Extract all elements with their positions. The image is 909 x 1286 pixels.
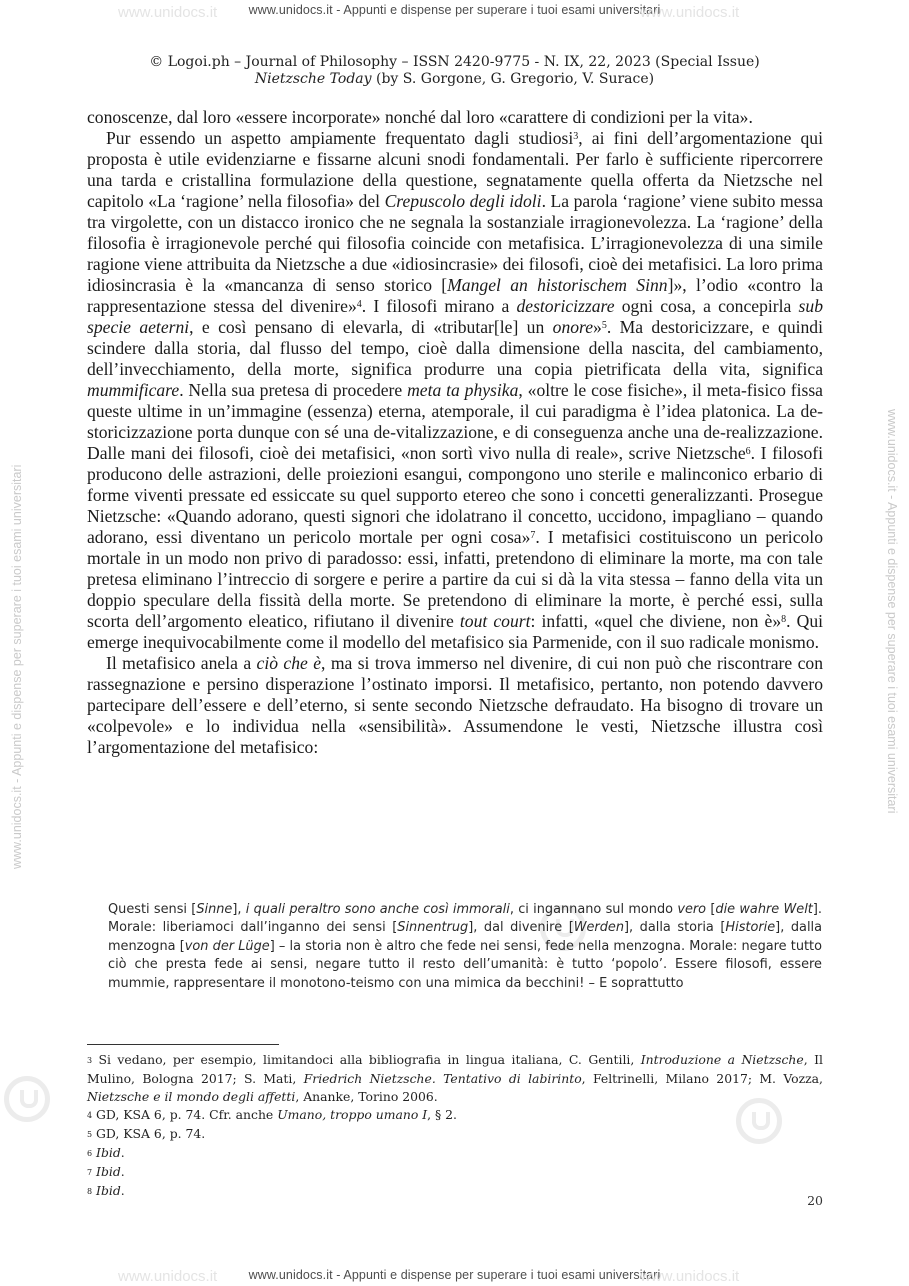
text-span: ], dal divenire [: [468, 920, 574, 936]
text-span: ]», l’odio «contro la rappresentazione stessa del divenire»: [87, 275, 824, 316]
footnote-number: 6: [87, 1149, 93, 1158]
emphasis: mummificare: [87, 380, 180, 400]
emphasis: ciò che è: [256, 653, 322, 673]
footnote-4: [87, 1106, 823, 1125]
watermark-banner-top: www.unidocs.it - Appunti e dispense per superare i tuoi esami universitari: [248, 3, 661, 17]
footnote-8: [87, 1182, 823, 1201]
text-span: [: [706, 902, 716, 917]
footnote-7: [87, 1163, 823, 1182]
emphasis: Ibid: [96, 1183, 121, 1198]
emphasis: vero: [677, 902, 707, 917]
emphasis: Friedrich Nietzsche. Tentativo di labirinto: [303, 1071, 582, 1086]
text-span: , ai fini dell’argomentazione qui proposta è utile evidenziarne e fissarne alcuni snodi fondamentali. Per farlo è sufficiente ripercorrere una tarda e cristallina formulazione della questione, segnatamente quella offerta da Nietzsche nel capitolo «La ‘ragione’ nella filosofia» del: [87, 128, 823, 211]
footnote-3: [87, 1051, 823, 1106]
paragraph-1: conoscenze, dal loro «essere incorporate» nonché dal loro «carattere di condizioni per la vita».: [87, 107, 753, 127]
text-span: ] – la storia non è altro che fede nei sensi, fede nella menzogna. Morale: negare tutto ciò che presta fede ai sensi, negare tutto il resto dell’umanità: è tutto ‘popolo’. Essere filosofi, essere mummie, rappresentare il monotono-teismo con una mimica da becchini! – E soprattutto: [108, 938, 822, 991]
text-span: GD, KSA 6, p. 74.: [92, 1126, 206, 1141]
emphasis: von der Lüge: [184, 938, 270, 954]
emphasis: Mangel an historischem Sinn: [447, 275, 668, 295]
issue-title: Nietzsche Today: [254, 71, 372, 87]
watermark-faint-top-right: www.unidocs.it: [640, 4, 740, 21]
footnote-ref: 8: [781, 614, 787, 625]
footnote-ref: 4: [356, 299, 362, 310]
footnote-6: [87, 1144, 823, 1163]
text-span: GD, KSA 6, p. 74. Cfr. anche: [92, 1107, 278, 1122]
text-span: . I filosofi producono delle astrazioni, delle proiezioni esangui, compongono uno sterile e malinconico erbario di forme viventi pressate ed essiccate su quel supporto etereo che sono i concetti generalizzanti. Prosegue Nietzsche: «Quando adorano, questi signori che idolatrano il concetto, uccidono, impagliano – quando adorano, essi diventano un pericolo mortale per ogni cosa»: [87, 443, 823, 547]
watermark-faint-bottom-right: www.unidocs.it: [640, 1268, 740, 1285]
text-span: Il metafisico anela a: [106, 653, 257, 673]
text-span: .: [120, 1183, 125, 1198]
emphasis: onore: [552, 317, 594, 337]
footnote-number: 5: [87, 1130, 93, 1139]
text-span: Questi sensi [: [108, 902, 197, 917]
block-quote: [108, 901, 822, 993]
main-text: [87, 107, 823, 758]
emphasis: Werden: [573, 920, 624, 936]
footnote-ref: 7: [530, 530, 536, 541]
text-span: , Il Mulino, Bologna 2017; S. Mati,: [87, 1052, 823, 1086]
watermark-faint-top-left: www.unidocs.it: [118, 4, 218, 21]
emphasis: Historie: [725, 920, 776, 936]
text-span: . Qui emerge inequivocabilmente come il modello del metafisico sia Parmenide, con il suo radicale monismo.: [87, 611, 824, 652]
emphasis: Ibid: [96, 1145, 121, 1160]
emphasis: Sinne: [196, 902, 233, 917]
emphasis: destoricizzare: [516, 296, 615, 316]
emphasis: die wahre Welt: [715, 902, 813, 917]
text-span: .: [120, 1145, 125, 1160]
footnote-number: 7: [87, 1168, 93, 1177]
footnote-5: [87, 1125, 823, 1144]
text-span: , e così pensano di elevarla, di «tributar[le] un: [189, 317, 553, 337]
text-span: ], dalla storia [: [624, 920, 726, 936]
footnotes: [87, 1051, 823, 1201]
text-span: . Nella sua pretesa di procedere: [179, 380, 408, 400]
text-span: . Ma destoricizzare, e quindi scindere dalla storia, dal flusso del tempo, cioè dalla dimensione della nascita, del cambiamento, dell’invecchiamento, della morte, significa produrre una copia pietrificata della vita, significa: [87, 317, 823, 379]
emphasis: Umano, troppo umano I: [277, 1107, 428, 1122]
footnote-ref: 3: [573, 131, 579, 142]
text-span: Pur essendo un aspetto ampiamente frequentato dagli studiosi: [106, 128, 574, 148]
text-span: , ma si trova immerso nel divenire, di cui non può che riscontrare con rassegnazione e persino disperazione l’ostinato imporsi. Il metafisico, pertanto, non potendo davvero partecipare dell’essere e dell’eterno, si sente secondo Nietzsche defraudato. Ha bisogno di trovare un «colpevole» e lo individua nella «sensibilità». Assumendone le vesti, Nietzsche illustra così l’argomentazione del metafisico:: [87, 653, 824, 757]
emphasis: Introduzione a Nietzsche: [640, 1052, 804, 1067]
text-span: , «oltre le cose fisiche», il meta-fisico fissa queste ultime in un’immagine (essenza) eterna, atemporale, il cui paradigma è l’idea platonica. La de-storicizzazione porta dunque con sé una de-vitalizzazione, e di conseguenza anche una de-realizzazione. Dalle mani dei filosofi, cioè dei metafisici, «non sortì vivo nulla di reale», scrive Nietzsche: [87, 380, 823, 463]
emphasis: tout court: [459, 611, 531, 631]
watermark-faint-bottom-left: www.unidocs.it: [118, 1268, 218, 1285]
journal-header: [0, 54, 909, 88]
paragraph-2: [87, 128, 823, 653]
watermark-logo-icon: [4, 1076, 50, 1122]
watermark-side-left: www.unidocs.it - Appunti e dispense per superare i tuoi esami universitari: [10, 464, 24, 869]
footnote-number: 8: [87, 1187, 93, 1196]
text-span: .: [120, 1164, 125, 1179]
footnote-ref: 6: [745, 446, 751, 457]
text-span: , Feltrinelli, Milano 2017; M. Vozza,: [581, 1071, 823, 1086]
text-span: ogni cosa, a concepirla: [614, 296, 799, 316]
watermark-side-right: www.unidocs.it - Appunti e dispense per superare i tuoi esami universitari: [885, 409, 899, 814]
footnote-ref: 5: [601, 320, 607, 331]
watermark-banner-bottom: www.unidocs.it - Appunti e dispense per superare i tuoi esami universitari: [248, 1268, 661, 1282]
emphasis: Sinnentrug: [397, 920, 469, 936]
text-span: , Ananke, Torino 2006.: [295, 1089, 438, 1104]
issue-editors: (by S. Gorgone, G. Gregorio, V. Surace): [371, 71, 655, 87]
emphasis: i quali peraltro sono anche così immorali: [245, 902, 510, 917]
footnote-number: 3: [87, 1056, 93, 1065]
journal-citation: © Logoi.ph – Journal of Philosophy – ISSN 2420-9775 - N. IX, 22, 2023 (Special Issue): [149, 54, 760, 70]
text-span: ]. Morale: liberiamoci dall’inganno dei sensi [: [108, 902, 822, 936]
text-span: Si vedano, per esempio, limitandoci alla bibliografia in lingua italiana, C. Gentili,: [92, 1052, 641, 1067]
emphasis: Nietzsche e il mondo degli affetti: [87, 1089, 296, 1104]
page-number: 20: [807, 1193, 823, 1208]
text-span: , § 2.: [427, 1107, 457, 1122]
emphasis: sub specie aeterni: [87, 296, 823, 337]
text-span: »: [593, 317, 602, 337]
text-span: : infatti, «quel che diviene, non è»: [530, 611, 782, 631]
text-span: ],: [232, 902, 246, 917]
text-span: . I filosofi mirano a: [361, 296, 517, 316]
text-span: . I metafisici costituiscono un pericolo mortale in un modo non privo di paradosso: essi, infatti, pretendono di eliminare la morte, ma con tale pretesa eliminano l’intreccio di sorgere e perire a partire da cui si dà la vita stessa – fanno della vita un doppio speculare della fissità della morte. Se pretendono di eliminare la morte, è perché essi, sulla scorta dell’argomento eleatico, rifiutano il divenire: [87, 527, 823, 631]
text-span: , ci ingannano sul mondo: [509, 902, 678, 917]
footnote-divider: [87, 1044, 279, 1045]
emphasis: meta ta physika: [407, 380, 519, 400]
footnote-number: 4: [87, 1111, 93, 1120]
text-span: ], dalla menzogna [: [108, 920, 823, 954]
emphasis: Crepuscolo degli idoli: [384, 191, 542, 211]
text-span: . La parola ‘ragione’ viene subito messa tra virgolette, con un distacco ironico che ne segnala la sostanziale irragionevolezza. La ‘ragione’ della filosofia è irragionevole perché qui filosofia coincide con metafisica. L’irragionevolezza di una simile ragione viene attribuita da Nietzsche a due «idiosincrasie» dei filosofi, cioè dei metafisici. La loro prima idiosincrasia è la «mancanza di senso storico [: [87, 191, 823, 295]
emphasis: Ibid: [96, 1164, 121, 1179]
issue-subtitle: [0, 71, 909, 88]
paragraph-3: [87, 653, 823, 758]
